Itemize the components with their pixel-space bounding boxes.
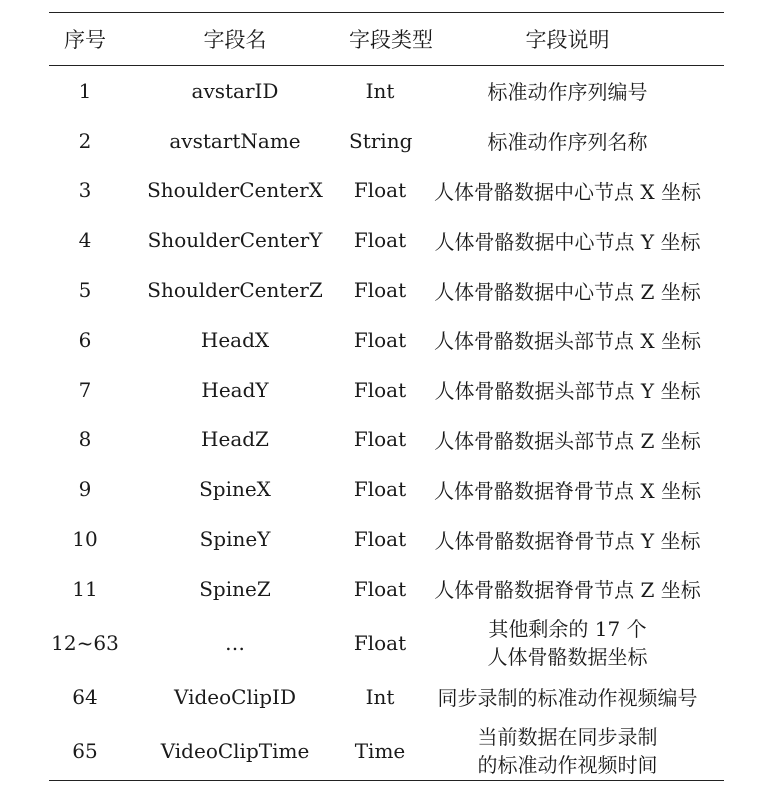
row-field-description bbox=[411, 574, 724, 603]
row-field-description bbox=[411, 226, 724, 255]
table-row bbox=[49, 464, 724, 514]
header-field-type: 字段类型 bbox=[349, 28, 433, 52]
table-body bbox=[49, 66, 724, 780]
table-row bbox=[49, 672, 724, 722]
row-index: 2 bbox=[78, 128, 92, 153]
row-field-name: avstarID bbox=[191, 78, 279, 103]
row-field-type: Float bbox=[353, 527, 407, 552]
row-field-name: HeadZ bbox=[201, 427, 269, 452]
table-row bbox=[49, 365, 724, 415]
row-field-description bbox=[411, 615, 724, 671]
row-field-type: Float bbox=[353, 630, 407, 655]
row-field-type: Float bbox=[353, 576, 407, 601]
table-row bbox=[49, 315, 724, 365]
row-field-description bbox=[411, 176, 724, 205]
row-field-description bbox=[411, 425, 724, 454]
row-index: 8 bbox=[78, 427, 92, 452]
row-field-name: SpineY bbox=[199, 527, 271, 552]
row-field-name: VideoClipTime bbox=[160, 738, 310, 763]
table-row bbox=[49, 116, 724, 166]
description-line: 人体骨骼数据脊骨节点 Y 坐标 bbox=[434, 528, 701, 553]
row-index: 4 bbox=[78, 228, 92, 253]
row-index: 10 bbox=[72, 527, 98, 552]
row-field-name: HeadX bbox=[200, 327, 270, 352]
table-row bbox=[49, 722, 724, 780]
row-index: 12~63 bbox=[51, 630, 119, 655]
row-field-name: VideoClipID bbox=[173, 684, 296, 709]
row-index: 6 bbox=[78, 327, 92, 352]
row-index: 5 bbox=[78, 278, 92, 303]
row-index: 11 bbox=[72, 576, 98, 601]
row-field-description bbox=[411, 475, 724, 504]
description-line: 当前数据在同步录制 bbox=[477, 724, 658, 749]
table-row bbox=[49, 215, 724, 265]
table-row bbox=[49, 564, 724, 614]
row-field-type: String bbox=[349, 128, 413, 153]
row-field-name: HeadY bbox=[201, 377, 269, 402]
row-index: 65 bbox=[72, 738, 98, 763]
description-line: 人体骨骼数据脊骨节点 Z 坐标 bbox=[434, 578, 701, 603]
row-field-type: Float bbox=[353, 327, 407, 352]
table-row bbox=[49, 166, 724, 216]
row-field-name: avstartName bbox=[169, 128, 301, 153]
row-field-description bbox=[411, 126, 724, 155]
row-index: 3 bbox=[78, 178, 92, 203]
description-line: 人体骨骼数据头部节点 Z 坐标 bbox=[434, 428, 701, 453]
row-field-description bbox=[411, 723, 724, 779]
row-field-description bbox=[411, 682, 724, 711]
row-field-type: Float bbox=[353, 178, 407, 203]
row-index: 64 bbox=[72, 684, 98, 709]
description-line: 人体骨骼数据中心节点 Y 坐标 bbox=[434, 229, 701, 254]
row-field-type: Int bbox=[365, 684, 395, 709]
description-line: 其他剩余的 17 个 bbox=[488, 616, 647, 641]
description-line: 的标准动作视频时间 bbox=[477, 752, 658, 777]
description-line: 人体骨骼数据坐标 bbox=[487, 644, 648, 669]
row-index: 1 bbox=[78, 78, 92, 103]
table-row bbox=[49, 514, 724, 564]
description-line: 人体骨骼数据中心节点 Z 坐标 bbox=[434, 279, 701, 304]
description-line: 人体骨骼数据脊骨节点 X 坐标 bbox=[434, 478, 701, 503]
table-row bbox=[49, 415, 724, 465]
description-line: 人体骨骼数据头部节点 X 坐标 bbox=[434, 329, 701, 354]
row-field-name: ShoulderCenterX bbox=[147, 178, 323, 203]
row-field-description bbox=[411, 375, 724, 404]
description-line: 同步录制的标准动作视频编号 bbox=[437, 686, 698, 711]
row-field-description bbox=[411, 276, 724, 305]
description-line: 标准动作序列编号 bbox=[487, 80, 648, 105]
row-field-type: Float bbox=[353, 477, 407, 502]
table-header-row bbox=[49, 13, 724, 66]
row-field-type: Time bbox=[354, 738, 406, 763]
header-index: 序号 bbox=[64, 28, 106, 52]
row-field-name: ShoulderCenterY bbox=[147, 228, 323, 253]
row-field-name: SpineZ bbox=[199, 576, 271, 601]
table-row bbox=[49, 265, 724, 315]
row-field-name: … bbox=[225, 630, 245, 655]
header-field-description: 字段说明 bbox=[525, 28, 610, 52]
row-field-description bbox=[411, 525, 724, 554]
row-index: 7 bbox=[78, 377, 92, 402]
row-field-description bbox=[411, 76, 724, 105]
table-row bbox=[49, 614, 724, 672]
description-line: 人体骨骼数据头部节点 Y 坐标 bbox=[434, 379, 701, 404]
row-field-name: ShoulderCenterZ bbox=[147, 278, 323, 303]
row-field-type: Int bbox=[365, 78, 395, 103]
description-line: 人体骨骼数据中心节点 X 坐标 bbox=[434, 179, 701, 204]
row-field-type: Float bbox=[353, 427, 407, 452]
row-field-name: SpineX bbox=[199, 477, 271, 502]
row-field-type: Float bbox=[353, 278, 407, 303]
table-row bbox=[49, 66, 724, 116]
header-field-name: 字段名 bbox=[203, 28, 267, 52]
row-field-type: Float bbox=[353, 377, 407, 402]
description-line: 标准动作序列名称 bbox=[487, 130, 648, 155]
field-table bbox=[49, 12, 724, 781]
row-index: 9 bbox=[78, 477, 92, 502]
row-field-type: Float bbox=[353, 228, 407, 253]
row-field-description bbox=[411, 325, 724, 354]
